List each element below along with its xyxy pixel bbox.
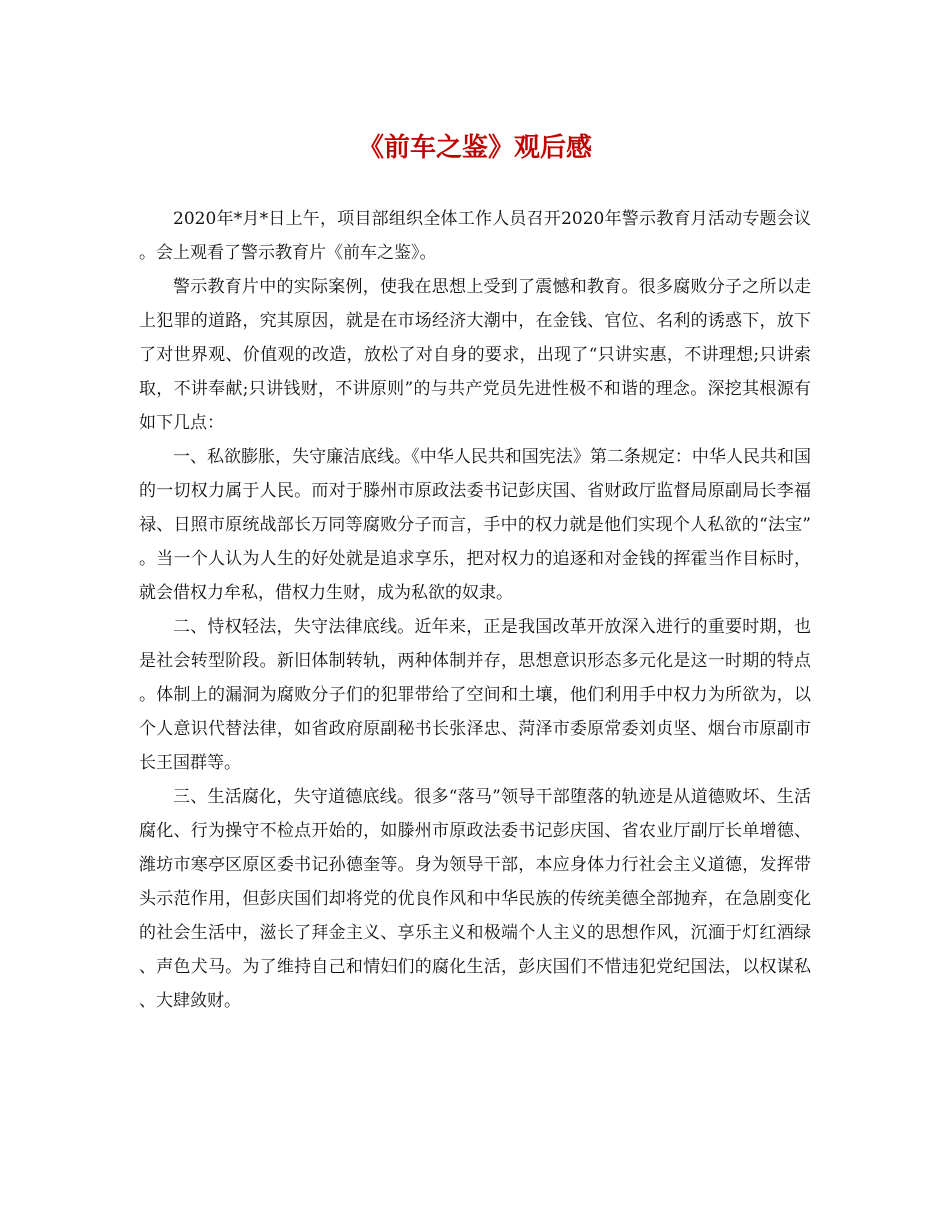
paragraph-point-two: 二、恃权轻法，失守法律底线。近年来，正是我国改革开放深入进行的重要时期，也是社会转型阶段。新旧体制转轨，两种体制并存，思想意识形态多元化是这一时期的特点。体制上的漏洞为腐败分子们的犯罪带给了空间和土壤，他们利用手中权力为所欲为，以个人意识代替法律，如省政府原副秘书长张泽忠、菏泽市委原常委刘贞坚、烟台市原副市长王国群等。	[139, 617, 811, 773]
document-body	[139, 202, 811, 1018]
paragraph-reflection: 警示教育片中的实际案例，使我在思想上受到了震憾和教育。很多腐败分子之所以走上犯罪的道路，究其原因，就是在市场经济大潮中，在金钱、官位、名利的诱惑下，放下了对世界观、价值观的改造，放松了对自身的要求，出现了“只讲实惠，不讲理想;只讲索取，不讲奉献;只讲钱财，不讲原则”的与共产党员先进性极不和谐的理念。深挖其根源有如下几点：	[139, 277, 811, 433]
paragraph-intro: 2020年*月*日上午，项目部组织全体工作人员召开2020年警示教育月活动专题会议。会上观看了警示教育片《前车之鉴》。	[139, 209, 811, 263]
paragraph-point-one: 一、私欲膨胀，失守廉洁底线。《中华人民共和国宪法》第二条规定：中华人民共和国的一切权力属于人民。而对于滕州市原政法委书记彭庆国、省财政厅监督局原副局长李福禄、日照市原统战部长万同等腐败分子而言，手中的权力就是他们实现个人私欲的“法宝”。当一个人认为人生的好处就是追求享乐，把对权力的追逐和对金钱的挥霍当作目标时，就会借权力牟私，借权力生财，成为私欲的奴隶。	[139, 447, 811, 603]
paragraph-point-three: 三、生活腐化，失守道德底线。很多“落马”领导干部堕落的轨迹是从道德败坏、生活腐化、行为操守不检点开始的，如滕州市原政法委书记彭庆国、省农业厅副厅长单增德、潍坊市寒亭区原区委书记孙德奎等。身为领导干部，本应身体力行社会主义道德，发挥带头示范作用，但彭庆国们却将党的优良作风和中华民族的传统美德全部抛弃，在急剧变化的社会生活中，滋长了拜金主义、享乐主义和极端个人主义的思想作风，沉湎于灯红酒绿、声色犬马。为了维持自己和情妇们的腐化生活，彭庆国们不惜违犯党纪国法，以权谋私、大肆敛财。	[139, 787, 811, 1011]
document-title: 《前车之鉴》观后感	[357, 133, 592, 163]
